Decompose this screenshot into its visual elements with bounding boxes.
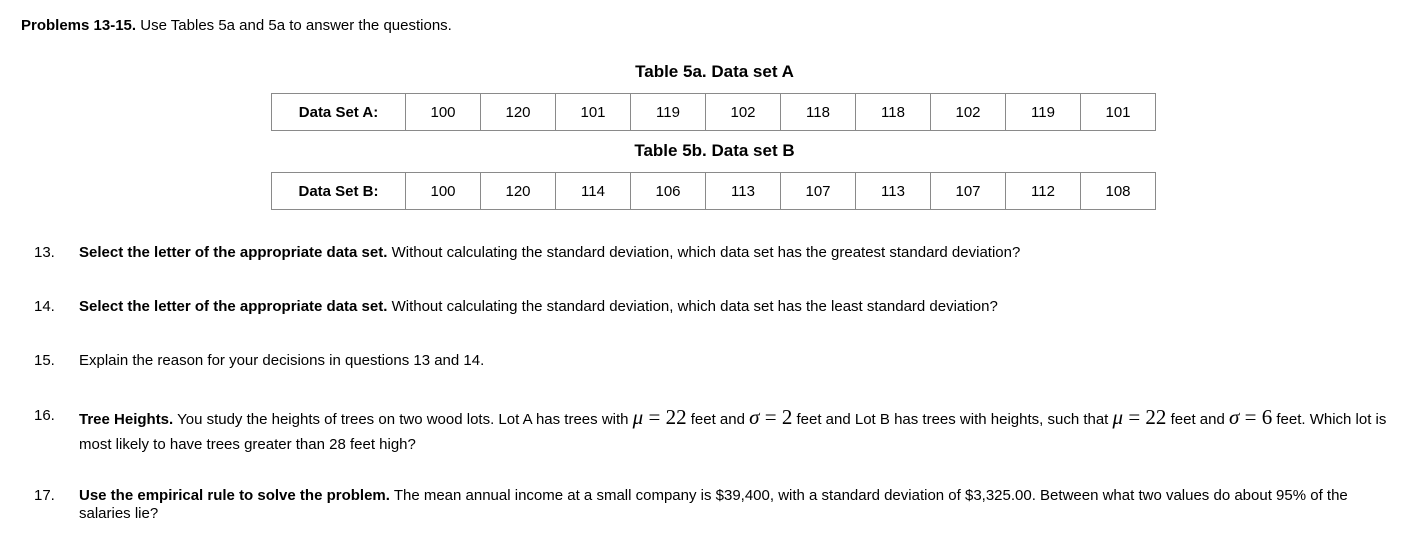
question-bold: Select the letter of the appropriate data set. xyxy=(79,244,388,261)
question-text xyxy=(79,298,1393,316)
data-set-b-value: 114 xyxy=(556,173,631,210)
data-set-a-value: 102 xyxy=(931,94,1006,131)
data-set-b-table xyxy=(271,172,1156,210)
question-text xyxy=(79,244,1393,262)
data-set-b-value: 113 xyxy=(856,173,931,210)
question-body: You study the heights of trees on two wood lots. Lot A has trees with xyxy=(173,411,633,428)
sigma-value: 6 xyxy=(1261,405,1273,429)
question-number: 15. xyxy=(34,352,55,369)
question-bold: Tree Heights. xyxy=(79,411,174,428)
data-set-b-value: 100 xyxy=(406,173,481,210)
question-body: feet and xyxy=(1166,411,1229,428)
data-set-b-value: 120 xyxy=(481,173,556,210)
data-set-a-value: 102 xyxy=(706,94,781,131)
question-text xyxy=(79,405,1393,457)
equals-sign: = xyxy=(759,405,782,429)
equals-sign: = xyxy=(1123,405,1146,429)
mu-symbol: μ xyxy=(632,405,644,429)
mu-equation xyxy=(633,405,687,429)
question-body: feet and xyxy=(686,411,750,428)
data-set-a-value: 101 xyxy=(556,94,631,131)
data-set-b-value: 106 xyxy=(631,173,706,210)
sigma-equation xyxy=(1229,405,1272,429)
mu-equation xyxy=(1113,405,1167,429)
sigma-symbol: σ xyxy=(1228,405,1240,429)
table-b-caption: Table 5b. Data set B xyxy=(634,141,795,160)
header-text: Use Tables 5a and 5a to answer the questions. xyxy=(136,17,452,34)
header-bold: Problems 13-15. xyxy=(21,17,137,34)
question-body: feet. Which lot is most likely to have trees greater than 28 feet high? xyxy=(79,411,1387,453)
data-set-b-value: 107 xyxy=(781,173,856,210)
table-row xyxy=(272,173,1156,210)
sigma-value: 2 xyxy=(781,405,793,429)
question-text xyxy=(79,487,1393,523)
question-bold: Select the letter of the appropriate data set. xyxy=(79,298,388,315)
data-set-b-value: 107 xyxy=(931,173,1006,210)
question-body: The mean annual income at a small company is $39,400, with a standard deviation of $3,325.00. Between what two values do about 95% of the salaries lie? xyxy=(79,487,1348,522)
data-set-b-value: 112 xyxy=(1006,173,1081,210)
question-text xyxy=(79,352,1393,370)
data-set-a-value: 120 xyxy=(481,94,556,131)
question-number: 17. xyxy=(34,487,55,504)
data-set-a-value: 100 xyxy=(406,94,481,131)
question-number: 13. xyxy=(34,244,55,261)
data-set-a-value: 119 xyxy=(1006,94,1081,131)
mu-symbol: μ xyxy=(1112,405,1124,429)
data-set-a-value: 118 xyxy=(781,94,856,131)
question-number: 14. xyxy=(34,298,55,315)
data-set-b-value: 113 xyxy=(706,173,781,210)
equals-sign: = xyxy=(643,405,666,429)
data-set-b-label: Data Set B: xyxy=(272,173,406,210)
question-body: Without calculating the standard deviation, which data set has the least standard deviation? xyxy=(387,298,998,315)
mu-value: 22 xyxy=(665,405,687,429)
data-set-a-value: 119 xyxy=(631,94,706,131)
table-a-caption: Table 5a. Data set A xyxy=(635,62,794,81)
data-set-a-table xyxy=(271,93,1156,131)
sigma-symbol: σ xyxy=(749,405,760,429)
question-number: 16. xyxy=(34,407,55,424)
data-set-a-label: Data Set A: xyxy=(272,94,406,131)
sigma-equation xyxy=(749,405,792,429)
problems-header xyxy=(21,17,452,34)
question-bold: Use the empirical rule to solve the problem. xyxy=(79,487,390,504)
question-body: feet and Lot B has trees with heights, such that xyxy=(792,411,1113,428)
data-set-a-value: 118 xyxy=(856,94,931,131)
question-body: Explain the reason for your decisions in questions 13 and 14. xyxy=(79,352,485,369)
table-row xyxy=(272,94,1156,131)
mu-value: 22 xyxy=(1145,405,1167,429)
data-set-a-value: 101 xyxy=(1081,94,1156,131)
question-body: Without calculating the standard deviation, which data set has the greatest standard deviation? xyxy=(387,244,1021,261)
data-set-b-value: 108 xyxy=(1081,173,1156,210)
equals-sign: = xyxy=(1239,405,1262,429)
